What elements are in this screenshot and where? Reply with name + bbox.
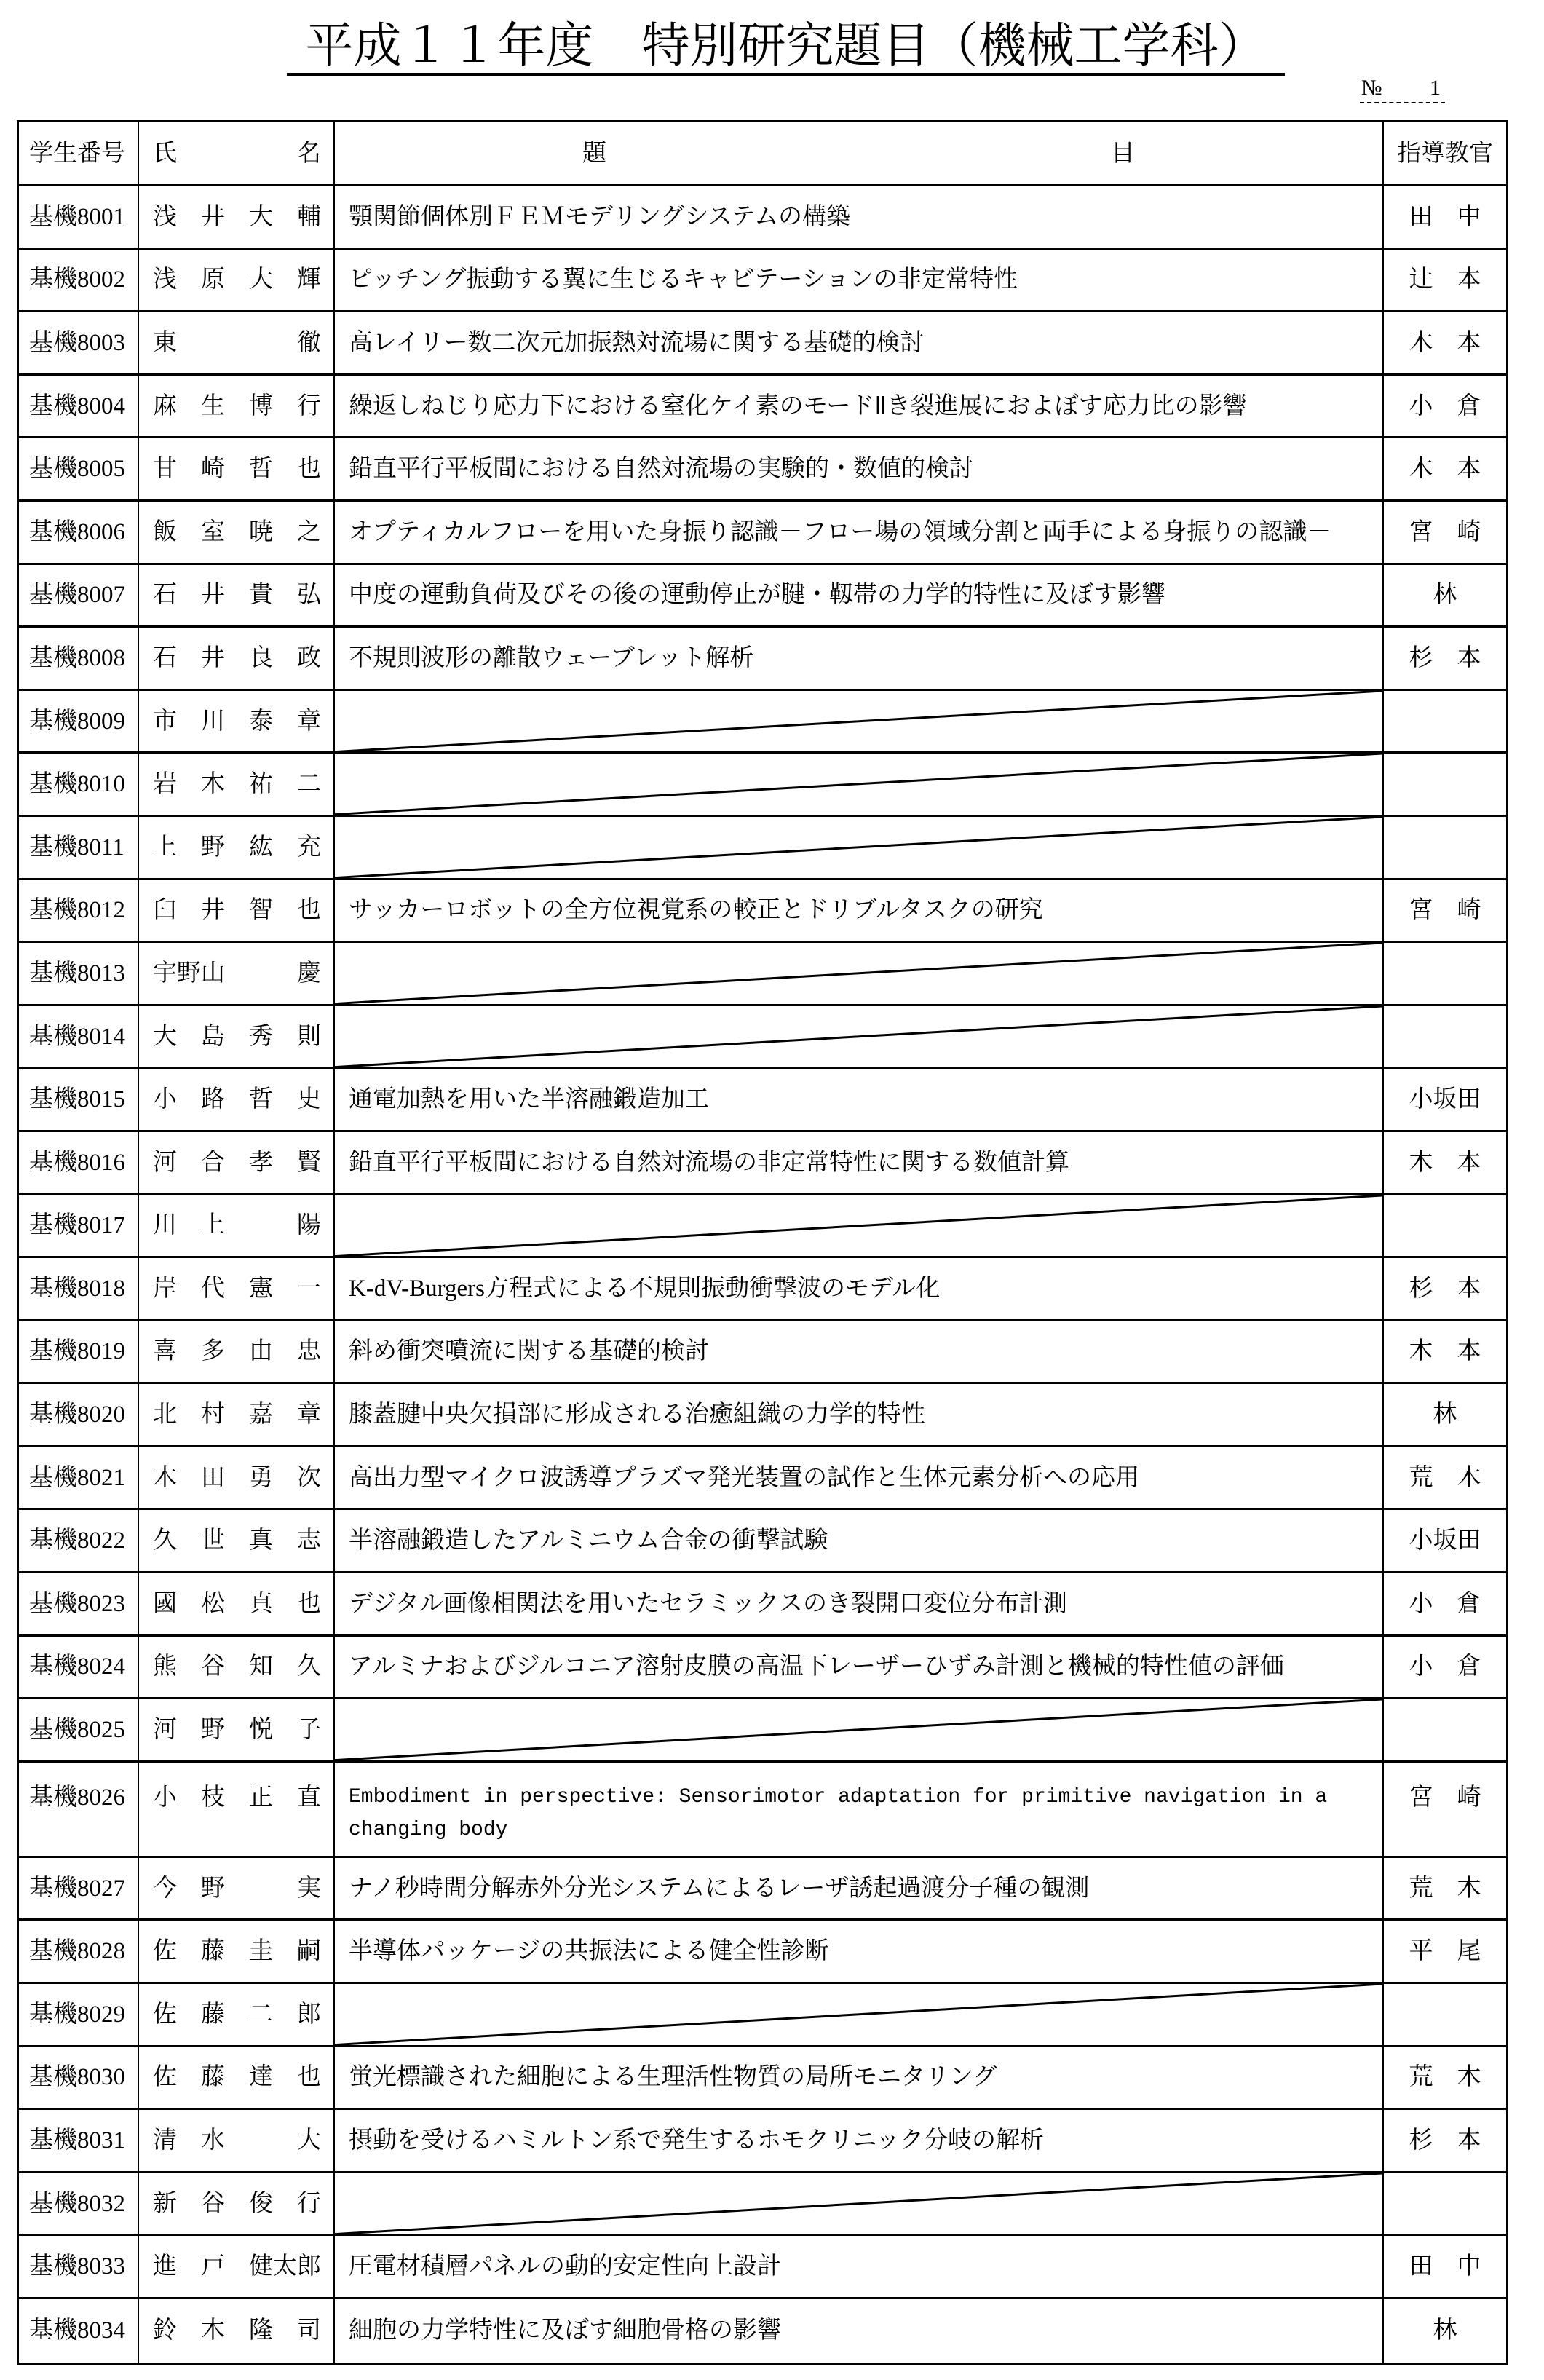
header-name: 氏 名 bbox=[139, 122, 335, 184]
table-row bbox=[19, 1321, 1506, 1385]
advisor-cell: 宮 崎 bbox=[1409, 518, 1481, 545]
advisor-cell: 宮 崎 bbox=[1409, 897, 1481, 924]
student-id-cell: 基機8011 bbox=[19, 817, 139, 878]
student-id-cell: 基機8034 bbox=[19, 2299, 139, 2363]
advisor-cell: 小 倉 bbox=[1409, 1653, 1481, 1680]
advisor-cell: 木 本 bbox=[1409, 329, 1481, 356]
advisor-cell bbox=[1384, 754, 1506, 815]
blank-entry-diagonal-line bbox=[335, 754, 1382, 815]
research-title-cell: 圧電材積層パネルの動的安定性向上設計 bbox=[335, 2236, 1384, 2297]
student-id-cell: 基機8004 bbox=[19, 376, 139, 437]
research-title-cell bbox=[335, 691, 1384, 752]
research-title-cell: アルミナおよびジルコニア溶射皮膜の高温下レーザーひずみ計測と機械的特性値の評価 bbox=[335, 1637, 1384, 1698]
table-row bbox=[19, 1763, 1506, 1858]
student-name-cell: 川 上 陽 bbox=[139, 1195, 335, 1257]
table-row bbox=[19, 250, 1506, 313]
diagonal-stroke bbox=[335, 1195, 1382, 1257]
student-id-cell: 基機8019 bbox=[19, 1321, 139, 1383]
table-row bbox=[19, 186, 1506, 250]
student-name-cell: 今 野 実 bbox=[139, 1858, 335, 1919]
student-id-cell: 基機8028 bbox=[19, 1921, 139, 1982]
student-id-cell: 基機8033 bbox=[19, 2236, 139, 2297]
diagonal-stroke bbox=[335, 1699, 1382, 1760]
student-name-cell: 上 野 紘 充 bbox=[139, 817, 335, 878]
advisor-cell bbox=[1384, 1699, 1506, 1760]
research-title-cell bbox=[335, 1984, 1384, 2045]
student-id-cell: 基機8017 bbox=[19, 1195, 139, 1257]
page-number bbox=[1360, 76, 1445, 103]
student-name-cell: 佐 藤 達 也 bbox=[139, 2047, 335, 2108]
table-row bbox=[19, 1447, 1506, 1511]
research-title-cell bbox=[335, 943, 1384, 1004]
research-title-cell bbox=[335, 1699, 1384, 1760]
table-body bbox=[19, 186, 1506, 2363]
table-row bbox=[19, 2173, 1506, 2237]
table-row bbox=[19, 817, 1506, 880]
diagonal-stroke bbox=[335, 1984, 1382, 2045]
student-id-cell: 基機8008 bbox=[19, 628, 139, 689]
student-name-cell: 飯 室 暁 之 bbox=[139, 502, 335, 563]
research-title-cell: Embodiment in perspective: Sensorimotor adaptation for primitive navigation in a changing body bbox=[335, 1763, 1384, 1856]
document-title: 平成１１年度 特別研究題目（機械工学科） bbox=[287, 19, 1285, 76]
research-title-cell: 半溶融鍛造したアルミニウム合金の衝撃試験 bbox=[335, 1510, 1384, 1571]
research-title-cell: 斜め衝突噴流に関する基礎的検討 bbox=[335, 1321, 1384, 1383]
student-name-cell: 喜 多 由 忠 bbox=[139, 1321, 335, 1383]
student-id-cell: 基機8027 bbox=[19, 1858, 139, 1919]
advisor-cell: 荒 木 bbox=[1409, 1875, 1481, 1902]
student-id-cell: 基機8002 bbox=[19, 250, 139, 311]
advisor-cell: 平 尾 bbox=[1409, 1938, 1481, 1965]
table-row bbox=[19, 943, 1506, 1006]
student-id-cell: 基機8007 bbox=[19, 565, 139, 626]
advisor-cell: 宮 崎 bbox=[1409, 1784, 1481, 1811]
advisor-cell: 木 本 bbox=[1409, 456, 1481, 483]
diagonal-stroke bbox=[335, 754, 1382, 815]
table-row bbox=[19, 2110, 1506, 2173]
research-title-cell bbox=[335, 817, 1384, 878]
research-title-cell: 摂動を受けるハミルトン系で発生するホモクリニック分岐の解析 bbox=[335, 2110, 1384, 2171]
student-id-cell: 基機8005 bbox=[19, 438, 139, 499]
student-name-cell: 佐 藤 二 郎 bbox=[139, 1984, 335, 2045]
table-header-row bbox=[19, 122, 1506, 186]
research-title-cell: 顎関節個体別ＦＥＭモデリングシステムの構築 bbox=[335, 186, 1384, 248]
advisor-cell bbox=[1384, 2173, 1506, 2234]
research-title-cell bbox=[335, 1006, 1384, 1067]
table-row bbox=[19, 1132, 1506, 1195]
student-id-cell: 基機8009 bbox=[19, 691, 139, 752]
table-row bbox=[19, 1006, 1506, 1070]
advisor-cell bbox=[1384, 817, 1506, 878]
advisor-cell: 辻 本 bbox=[1409, 266, 1481, 293]
student-name-cell: 久 世 真 志 bbox=[139, 1510, 335, 1571]
student-name-cell: 河 野 悦 子 bbox=[139, 1699, 335, 1760]
table-row bbox=[19, 312, 1506, 376]
research-title-cell bbox=[335, 2173, 1384, 2234]
blank-entry-diagonal-line bbox=[335, 691, 1382, 752]
student-id-cell: 基機8022 bbox=[19, 1510, 139, 1571]
student-name-cell: 東 徹 bbox=[139, 312, 335, 373]
research-title-cell: K-dV-Burgers方程式による不規則振動衝撃波のモデル化 bbox=[335, 1258, 1384, 1319]
blank-entry-diagonal-line bbox=[335, 1195, 1382, 1257]
student-name-cell: 北 村 嘉 章 bbox=[139, 1384, 335, 1445]
header-advisor: 指導教官 bbox=[1397, 140, 1493, 167]
student-name-cell: 新 谷 俊 行 bbox=[139, 2173, 335, 2234]
student-id-cell: 基機8030 bbox=[19, 2047, 139, 2108]
table-row bbox=[19, 1699, 1506, 1763]
diagonal-stroke bbox=[335, 1006, 1382, 1067]
student-name-cell: 小 路 哲 史 bbox=[139, 1069, 335, 1130]
research-title-cell: ナノ秒時間分解赤外分光システムによるレーザ誘起過渡分子種の観測 bbox=[335, 1858, 1384, 1919]
student-id-cell: 基機8010 bbox=[19, 754, 139, 815]
table-row bbox=[19, 502, 1506, 565]
research-title-cell: サッカーロボットの全方位視覚系の較正とドリブルタスクの研究 bbox=[335, 880, 1384, 941]
research-title-cell: オプティカルフローを用いた身振り認識－フロー場の領域分割と両手による身振りの認識－ bbox=[335, 502, 1384, 563]
research-topics-table bbox=[17, 120, 1508, 2365]
page-number-value: 1 bbox=[1430, 76, 1441, 100]
student-id-cell: 基機8013 bbox=[19, 943, 139, 1004]
student-id-cell: 基機8026 bbox=[19, 1763, 139, 1856]
blank-entry-diagonal-line bbox=[335, 943, 1382, 1004]
student-name-cell: 木 田 勇 次 bbox=[139, 1447, 335, 1509]
advisor-cell: 小 倉 bbox=[1409, 1590, 1481, 1617]
table-row bbox=[19, 2236, 1506, 2299]
advisor-cell: 荒 木 bbox=[1409, 2064, 1481, 2091]
research-title-cell: ピッチング振動する翼に生じるキャビテーションの非定常特性 bbox=[335, 250, 1384, 311]
student-name-cell: 鈴 木 隆 司 bbox=[139, 2299, 335, 2363]
advisor-cell: 荒 木 bbox=[1409, 1464, 1481, 1491]
advisor-cell: 杉 本 bbox=[1409, 644, 1481, 671]
student-name-cell: 麻 生 博 行 bbox=[139, 376, 335, 437]
student-id-cell: 基機8025 bbox=[19, 1699, 139, 1760]
research-title-cell bbox=[335, 1195, 1384, 1257]
blank-entry-diagonal-line bbox=[335, 1006, 1382, 1067]
advisor-cell: 杉 本 bbox=[1409, 1275, 1481, 1302]
table-row bbox=[19, 691, 1506, 754]
table-row bbox=[19, 880, 1506, 944]
header-title: 題 目 bbox=[335, 122, 1384, 184]
advisor-cell: 木 本 bbox=[1409, 1338, 1481, 1365]
advisor-cell: 田 中 bbox=[1409, 203, 1481, 230]
student-name-cell: 岩 木 祐 二 bbox=[139, 754, 335, 815]
research-title-cell: 鉛直平行平板間における自然対流場の実験的・数値的検討 bbox=[335, 438, 1384, 499]
research-title-cell: デジタル画像相関法を用いたセラミックスのき裂開口変位分布計測 bbox=[335, 1573, 1384, 1634]
advisor-cell: 林 bbox=[1433, 582, 1457, 609]
advisor-cell: 小坂田 bbox=[1409, 1527, 1481, 1554]
advisor-cell bbox=[1384, 943, 1506, 1004]
table-row bbox=[19, 2047, 1506, 2111]
student-id-cell: 基機8023 bbox=[19, 1573, 139, 1634]
student-id-cell: 基機8018 bbox=[19, 1258, 139, 1319]
research-title-cell: 鉛直平行平板間における自然対流場の非定常特性に関する数値計算 bbox=[335, 1132, 1384, 1193]
blank-entry-diagonal-line bbox=[335, 1699, 1382, 1760]
table-row bbox=[19, 1510, 1506, 1573]
advisor-cell bbox=[1384, 1006, 1506, 1067]
table-row bbox=[19, 1573, 1506, 1637]
table-row bbox=[19, 1984, 1506, 2047]
student-id-cell: 基機8014 bbox=[19, 1006, 139, 1067]
student-id-cell: 基機8029 bbox=[19, 1984, 139, 2045]
research-title-cell: 蛍光標識された細胞による生理活性物質の局所モニタリング bbox=[335, 2047, 1384, 2108]
advisor-cell: 小 倉 bbox=[1409, 392, 1481, 419]
research-title-cell: 半導体パッケージの共振法による健全性診断 bbox=[335, 1921, 1384, 1982]
student-id-cell: 基機8031 bbox=[19, 2110, 139, 2171]
student-name-cell: 小 枝 正 直 bbox=[139, 1763, 335, 1856]
diagonal-stroke bbox=[335, 817, 1382, 878]
table-row bbox=[19, 565, 1506, 628]
student-name-cell: 河 合 孝 賢 bbox=[139, 1132, 335, 1193]
table-row bbox=[19, 1921, 1506, 1984]
diagonal-stroke bbox=[335, 943, 1382, 1004]
header-student-id: 学生番号 bbox=[19, 122, 139, 184]
table-row bbox=[19, 1258, 1506, 1321]
student-name-cell: 清 水 大 bbox=[139, 2110, 335, 2171]
research-title-cell: 細胞の力学特性に及ぼす細胞骨格の影響 bbox=[335, 2299, 1384, 2363]
blank-entry-diagonal-line bbox=[335, 817, 1382, 878]
advisor-cell: 林 bbox=[1433, 2317, 1457, 2344]
student-name-cell: 甘 崎 哲 也 bbox=[139, 438, 335, 499]
research-title-cell: 不規則波形の離散ウェーブレット解析 bbox=[335, 628, 1384, 689]
research-title-cell: 中度の運動負荷及びその後の運動停止が腱・靱帯の力学的特性に及ぼす影響 bbox=[335, 565, 1384, 626]
blank-entry-diagonal-line bbox=[335, 1984, 1382, 2045]
table-row bbox=[19, 1637, 1506, 1700]
research-title-cell bbox=[335, 754, 1384, 815]
advisor-cell: 杉 本 bbox=[1409, 2127, 1481, 2154]
student-id-cell: 基機8012 bbox=[19, 880, 139, 941]
advisor-cell bbox=[1384, 1984, 1506, 2045]
table-row bbox=[19, 754, 1506, 817]
student-name-cell: 大 島 秀 則 bbox=[139, 1006, 335, 1067]
diagonal-stroke bbox=[335, 2173, 1382, 2234]
student-id-cell: 基機8006 bbox=[19, 502, 139, 563]
student-id-cell: 基機8003 bbox=[19, 312, 139, 373]
student-id-cell: 基機8021 bbox=[19, 1447, 139, 1509]
advisor-cell: 林 bbox=[1433, 1401, 1457, 1428]
table-row bbox=[19, 1384, 1506, 1447]
student-id-cell: 基機8024 bbox=[19, 1637, 139, 1698]
student-name-cell: 浅 井 大 輔 bbox=[139, 186, 335, 248]
student-id-cell: 基機8032 bbox=[19, 2173, 139, 2234]
advisor-cell bbox=[1384, 691, 1506, 752]
research-title-cell: 高出力型マイクロ波誘導プラズマ発光装置の試作と生体元素分析への応用 bbox=[335, 1447, 1384, 1509]
diagonal-stroke bbox=[335, 691, 1382, 752]
student-name-cell: 宇野山 慶 bbox=[139, 943, 335, 1004]
student-name-cell: 岸 代 憲 一 bbox=[139, 1258, 335, 1319]
student-name-cell: 市 川 泰 章 bbox=[139, 691, 335, 752]
table-row bbox=[19, 376, 1506, 439]
advisor-cell: 田 中 bbox=[1409, 2253, 1481, 2280]
student-name-cell: 浅 原 大 輝 bbox=[139, 250, 335, 311]
table-row bbox=[19, 1195, 1506, 1259]
table-row bbox=[19, 1069, 1506, 1132]
advisor-cell bbox=[1384, 1195, 1506, 1257]
student-name-cell: 佐 藤 圭 嗣 bbox=[139, 1921, 335, 1982]
student-name-cell: 石 井 貴 弘 bbox=[139, 565, 335, 626]
student-id-cell: 基機8001 bbox=[19, 186, 139, 248]
blank-entry-diagonal-line bbox=[335, 2173, 1382, 2234]
table-row bbox=[19, 438, 1506, 502]
table-row bbox=[19, 1858, 1506, 1921]
advisor-cell: 木 本 bbox=[1409, 1149, 1481, 1176]
student-name-cell: 進 戸 健太郎 bbox=[139, 2236, 335, 2297]
student-id-cell: 基機8020 bbox=[19, 1384, 139, 1445]
advisor-cell: 小坂田 bbox=[1409, 1086, 1481, 1113]
student-name-cell: 臼 井 智 也 bbox=[139, 880, 335, 941]
student-name-cell: 石 井 良 政 bbox=[139, 628, 335, 689]
student-id-cell: 基機8015 bbox=[19, 1069, 139, 1130]
research-title-cell: 繰返しねじり応力下における窒化ケイ素のモードⅡき裂進展におよぼす応力比の影響 bbox=[335, 376, 1384, 437]
table-row bbox=[19, 2299, 1506, 2363]
page-number-label: № bbox=[1361, 76, 1382, 100]
research-title-cell: 膝蓋腱中央欠損部に形成される治癒組織の力学的特性 bbox=[335, 1384, 1384, 1445]
research-title-cell: 通電加熱を用いた半溶融鍛造加工 bbox=[335, 1069, 1384, 1130]
student-name-cell: 國 松 真 也 bbox=[139, 1573, 335, 1634]
student-id-cell: 基機8016 bbox=[19, 1132, 139, 1193]
student-name-cell: 熊 谷 知 久 bbox=[139, 1637, 335, 1698]
research-title-cell: 高レイリー数二次元加振熱対流場に関する基礎的検討 bbox=[335, 312, 1384, 373]
table-row bbox=[19, 628, 1506, 691]
